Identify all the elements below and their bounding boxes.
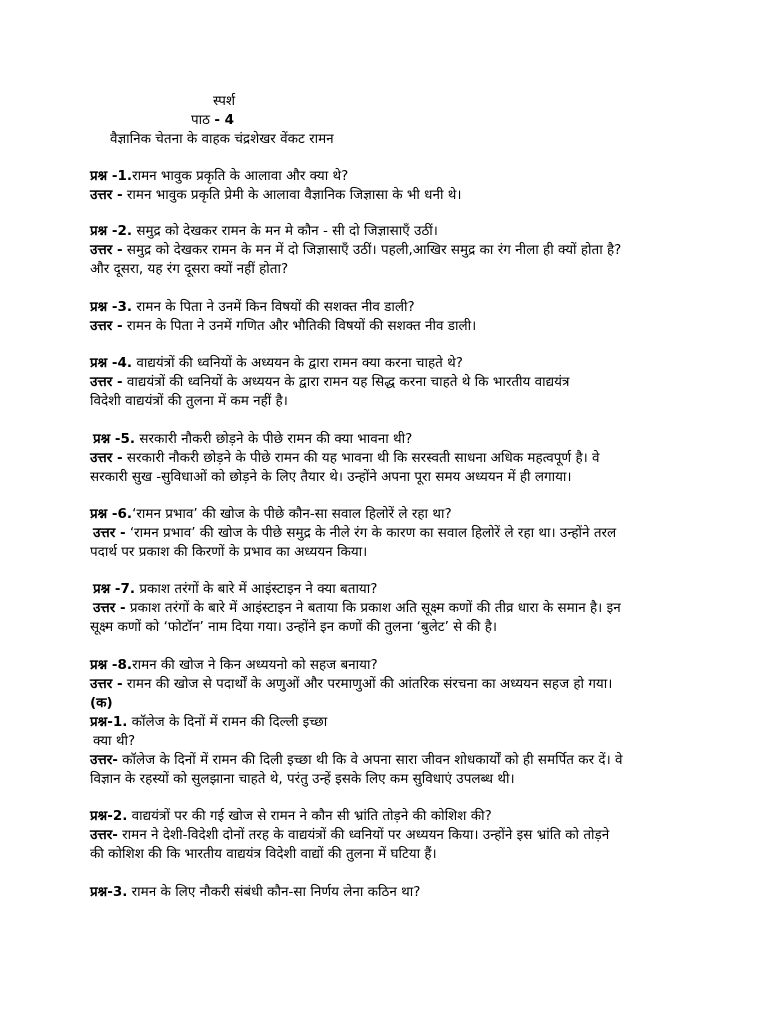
answer-label: उत्तर - [90,318,123,334]
question-label: प्रश्न-1. [90,714,128,730]
answer-2-continued: और दूसरा, यह रंग दूसरा क्यों नहीं होता? [90,261,289,277]
lesson-number: - 4 [214,112,235,128]
answer-2 [90,241,621,260]
question-3 [90,298,415,317]
question-text: वाद्ययंत्रों पर की गई खोज से रामन ने कौन सी भ्रांति तोड़ने की कोशिश की? [131,808,492,824]
answer-label: उत्तर - [90,450,123,466]
question-label: प्रश्न -2. [90,223,133,239]
question-label: प्रश्न -3. [90,299,133,315]
question-text: रामन की खोज ने किन अध्ययनो को सहज बनाया? [132,657,378,673]
section-answer-1 [90,751,623,770]
answer-text: सरकारी नौकरी छोड़ने के पीछे रामन की यह भावना थी कि सरस्वती साधना अधिक महत्वपूर्ण है। वे [126,450,600,466]
section-question-3 [90,883,420,902]
question-text: वाद्ययंत्रों की ध्वनियों के अध्ययन के द्वारा रामन क्या करना चाहते थे? [136,355,463,371]
question-text: रामन के लिए नौकरी संबंधी कौन-सा निर्णय लेना कठिन था? [131,884,421,900]
answer-label: उत्तर - [93,525,126,541]
section-answer-1-continued: विज्ञान के रहस्यों को सुलझाना चाहते थे, परंतु उन्हें इसके लिए कम सुविधाएं उपलब्ध थी। [90,771,515,787]
answer-text: समुद्र को देखकर रामन के मन में दो जिज्ञासाएँ उठीं। पहली,आखिर समुद्र का रंग नीला ही क्यों होता है? [126,242,622,258]
answer-label: उत्तर- [90,752,118,768]
chapter-title: वैज्ञानिक चेतना के वाहक चंद्रशेखर वेंकट रामन [110,131,334,147]
answer-label: उत्तर - [90,187,123,203]
answer-1 [90,186,462,205]
question-label: प्रश्न -7. [93,581,136,597]
question-text: रामन के पिता ने उनमें किन विषयों की सशक्त नीव डाली? [136,299,415,315]
answer-text: प्रकाश तरंगों के बारे में आइंस्टाइन ने बताया कि प्रकाश अति सूक्ष्म कणों की तीव्र धारा के समान है। इन [129,600,621,616]
answer-text: कॉलेज के दिनों में रामन की दिली इच्छा थी कि वे अपना सारा जीवन शोधकार्यों को ही समर्पित कर दें। वे [122,752,623,768]
question-text: कॉलेज के दिनों में रामन की दिल्ली इच्छा [131,714,328,730]
section-question-1-continued: क्या थी? [93,733,136,749]
question-5 [93,430,412,449]
answer-7-continued: सूक्ष्म कणों को ‘फोटॉन’ नाम दिया गया। उन्होंने इन कणों की तुलना ‘बुलेट’ से की है। [90,619,498,635]
question-label: प्रश्न -8. [90,657,133,673]
answer-label: उत्तर - [93,600,126,616]
section-marker: (क) [90,695,113,711]
answer-8 [90,675,612,694]
question-text: समुद्र को देखकर रामन के मन मे कौन - सी दो जिज्ञासाएँ उठीं। [136,223,438,239]
question-6 [90,505,452,524]
question-1 [90,167,348,186]
question-label: प्रश्न-3. [90,884,128,900]
lesson-heading [191,111,234,130]
answer-6 [93,524,616,543]
answer-3 [90,317,476,336]
answer-7 [93,599,621,618]
answer-5 [90,449,600,468]
question-text: सरकारी नौकरी छोड़ने के पीछे रामन की क्या भावना थी? [139,431,413,447]
question-7 [93,580,377,599]
lesson-label: पाठ [191,112,211,128]
answer-label: उत्तर - [90,374,123,390]
question-8 [90,656,378,675]
subject-title: स्पर्श [213,93,236,109]
answer-4-continued: विदेशी वाद्ययंत्रों की तुलना में कम नहीं है। [90,393,288,409]
question-label: प्रश्न -4. [90,355,133,371]
question-text: ‘रामन प्रभाव’ की खोज के पीछे कौन-सा सवाल हिलोरें ले रहा था? [132,506,452,522]
section-answer-2 [90,826,609,845]
answer-text: रामन की खोज से पदार्थों के अणुओं और परमाणुओं की आंतरिक संरचना का अध्ययन सहज हो गया। [126,676,613,692]
answer-5-continued: सरकारी सुख -सुविधाओं को छोड़ने के लिए तैयार थे। उन्होंने अपना पूरा समय अध्ययन में ही लगाया। [90,469,572,485]
answer-text: ‘रामन प्रभाव’ की खोज के पीछे समुद्र के नीले रंग के कारण का सवाल हिलोरें ले रहा था। उन्होंने तरल [129,525,617,541]
question-text: प्रकाश तरंगों के बारे में आइंस्टाइन ने क्या बताया? [139,581,378,597]
question-text: रामन भावुक प्रकृति के आलावा और क्या थे? [132,168,349,184]
answer-4 [90,373,569,392]
question-label: प्रश्न -1. [90,168,133,184]
answer-6-continued: पदार्थ पर प्रकाश की किरणों के प्रभाव का अध्ययन किया। [90,544,368,560]
question-2 [90,222,438,241]
question-label: प्रश्न-2. [90,808,128,824]
section-question-2 [90,807,492,826]
answer-label: उत्तर- [90,827,118,843]
answer-text: रामन ने देशी-विदेशी दोनों तरह के वाद्ययंत्रों की ध्वनियों पर अध्ययन किया। उन्होंने इस भ्रांति को तोड़ने [122,827,610,843]
answer-label: उत्तर - [90,242,123,258]
answer-text: रामन भावुक प्रकृति प्रेमी के आलावा वैज्ञानिक जिज्ञासा के भी धनी थे। [126,187,462,203]
section-answer-2-continued: की कोशिश की कि भारतीय वाद्ययंत्र विदेशी वाद्यों की तुलना में घटिया हैं। [90,846,437,862]
answer-label: उत्तर - [90,676,123,692]
question-label: प्रश्न -6. [90,506,133,522]
answer-text: वाद्ययंत्रों की ध्वनियों के अध्ययन के द्वारा रामन यह सिद्ध करना चाहते थे कि भारतीय वाद्ययंत्र [126,374,570,390]
answer-text: रामन के पिता ने उनमें गणित और भौतिकी विषयों की सशक्त नीव डाली। [126,318,477,334]
question-4 [90,354,463,373]
section-question-1 [90,713,327,732]
question-label: प्रश्न -5. [93,431,136,447]
